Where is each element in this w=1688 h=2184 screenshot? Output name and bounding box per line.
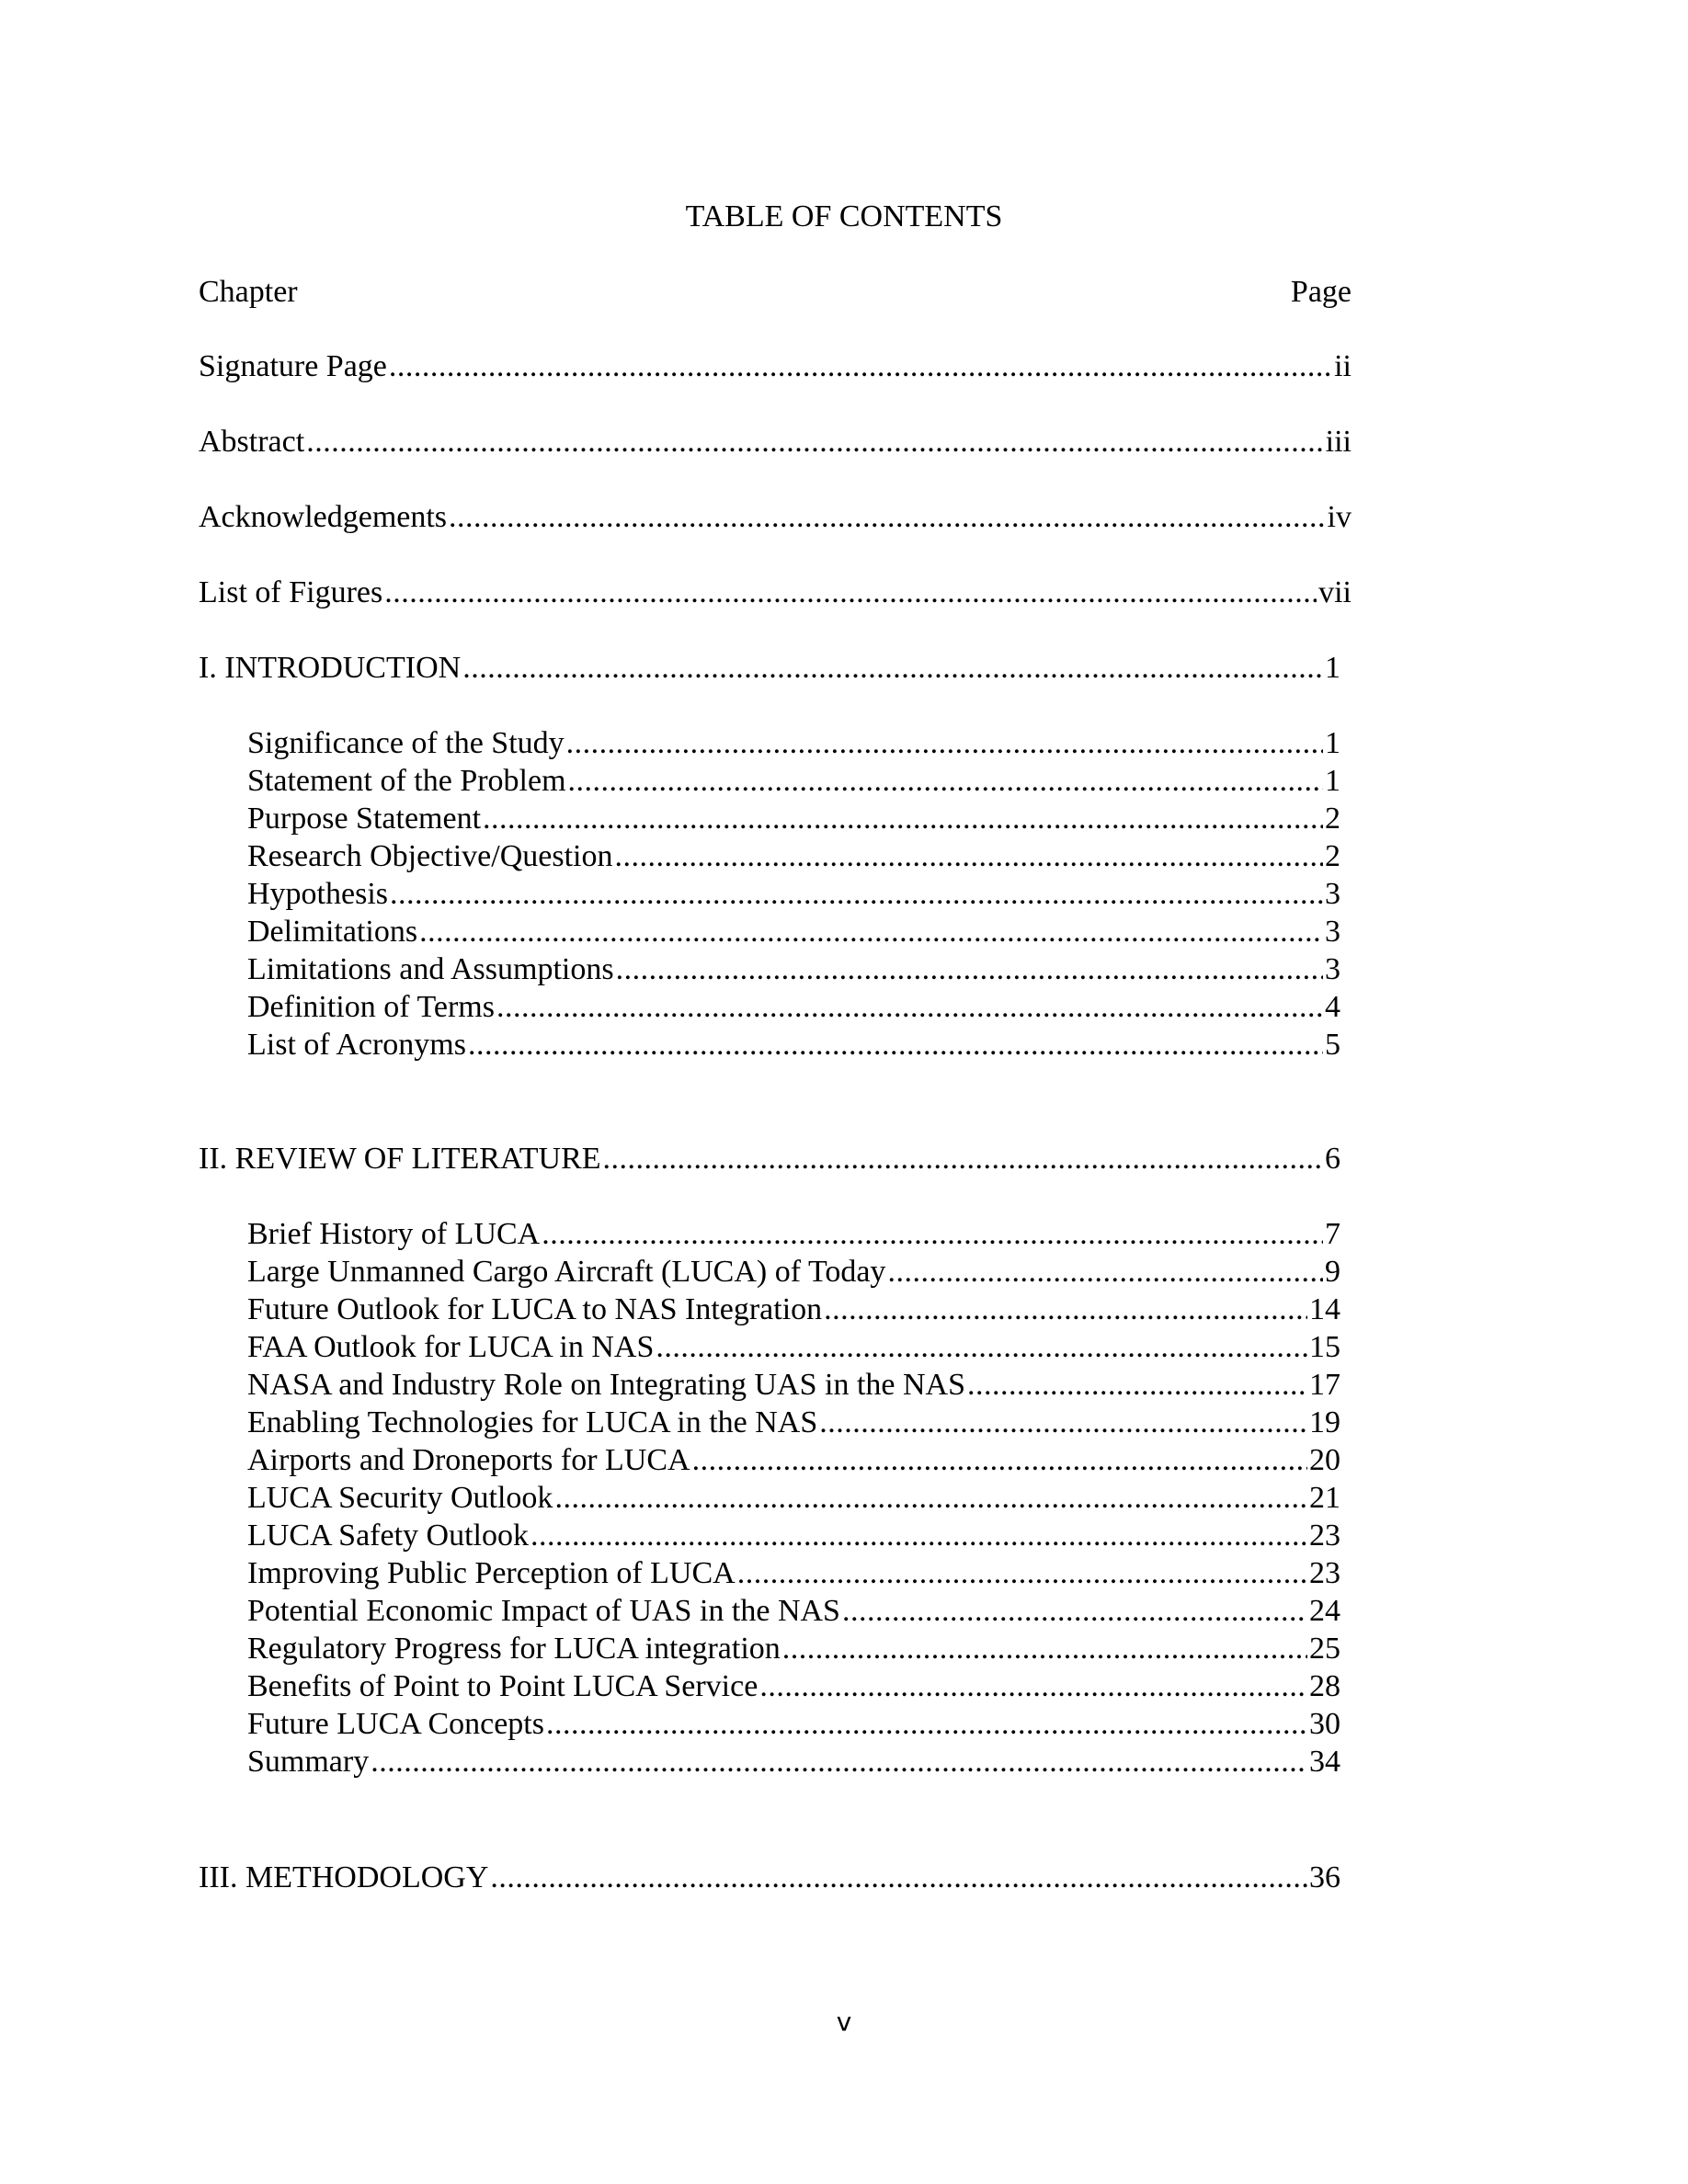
toc-section-label: Future Outlook for LUCA to NAS Integration: [247, 1292, 823, 1326]
toc-section[interactable]: [247, 1667, 1340, 1705]
toc-section-page: 21: [1309, 1481, 1340, 1515]
toc-entry-page: vii: [1318, 575, 1352, 609]
toc-section-label: Summary: [247, 1745, 370, 1779]
toc-entry-signature-page[interactable]: [199, 347, 1352, 385]
toc-section-page: 30: [1309, 1707, 1340, 1741]
toc-chapter-label: II. REVIEW OF LITERATURE: [199, 1142, 601, 1176]
toc-entry-list-of-figures[interactable]: [199, 574, 1352, 611]
toc-section-label: NASA and Industry Role on Integrating UAS in the NAS: [247, 1368, 966, 1402]
toc-section[interactable]: [247, 1291, 1340, 1328]
page-column-header: Page: [1290, 275, 1352, 309]
toc-section-label: LUCA Security Outlook: [247, 1481, 553, 1515]
toc-section[interactable]: [247, 762, 1340, 800]
toc-section-label: Delimitations: [247, 915, 418, 949]
toc-leader: [306, 423, 1323, 461]
toc-section[interactable]: [247, 1554, 1340, 1592]
toc-chapter-review-of-literature[interactable]: [199, 1140, 1340, 1177]
toc-section-label: List of Acronyms: [247, 1028, 466, 1062]
toc-leader: [656, 1328, 1307, 1366]
toc-section-label: Potential Economic Impact of UAS in the NAS: [247, 1594, 840, 1628]
toc-leader: [390, 875, 1323, 913]
toc-leader: [566, 724, 1323, 762]
toc-leader: [759, 1667, 1307, 1705]
toc-section[interactable]: [247, 800, 1340, 837]
toc-leader: [842, 1592, 1307, 1630]
toc-section-page: 2: [1325, 839, 1340, 873]
toc-section-page: 25: [1309, 1632, 1340, 1666]
toc-entry-label: Acknowledgements: [199, 500, 448, 534]
toc-section[interactable]: [247, 1517, 1340, 1554]
toc-section-label: Future LUCA Concepts: [247, 1707, 544, 1741]
toc-leader: [603, 1140, 1323, 1177]
toc-section-page: 23: [1309, 1519, 1340, 1553]
toc-leader: [568, 762, 1323, 800]
toc-section[interactable]: [247, 1215, 1340, 1253]
toc-section-label: Research Objective/Question: [247, 839, 613, 873]
toc-section-page: 9: [1325, 1255, 1340, 1289]
toc-section[interactable]: [247, 1630, 1340, 1667]
toc-leader: [384, 574, 1317, 611]
toc-chapter-label: III. METHODOLOGY: [199, 1860, 489, 1894]
toc-entry-label: Abstract: [199, 425, 305, 459]
toc-section[interactable]: [247, 1026, 1340, 1064]
toc-section-label: Regulatory Progress for LUCA integration: [247, 1632, 781, 1666]
toc-leader: [614, 837, 1323, 875]
toc-section-label: Definition of Terms: [247, 990, 495, 1024]
toc-section-label: Limitations and Assumptions: [247, 952, 614, 986]
toc-section[interactable]: [247, 724, 1340, 762]
toc-leader: [462, 649, 1323, 687]
toc-leader: [554, 1479, 1307, 1517]
toc-leader: [782, 1630, 1307, 1667]
footer-page-number: v: [836, 2007, 852, 2037]
toc-section[interactable]: [247, 1705, 1340, 1743]
chapter-column-header: Chapter: [199, 275, 298, 309]
toc-section[interactable]: [247, 1743, 1340, 1780]
toc-section-page: 1: [1325, 764, 1340, 798]
toc-section-label: Improving Public Perception of LUCA: [247, 1556, 736, 1590]
toc-section-page: 3: [1325, 877, 1340, 911]
toc-leader: [887, 1253, 1323, 1291]
toc-section-label: Significance of the Study: [247, 726, 565, 760]
toc-leader: [496, 988, 1323, 1026]
toc-chapter-page: 1: [1325, 651, 1340, 685]
page-title: TABLE OF CONTENTS: [685, 199, 1003, 233]
toc-section-label: Benefits of Point to Point LUCA Service: [247, 1669, 758, 1703]
toc-leader: [389, 347, 1332, 385]
toc-section[interactable]: [247, 1441, 1340, 1479]
toc-section-page: 23: [1309, 1556, 1340, 1590]
toc-section-page: 14: [1309, 1292, 1340, 1326]
toc-chapter-page: 6: [1325, 1142, 1340, 1176]
toc-section-page: 19: [1309, 1405, 1340, 1439]
toc-section-page: 7: [1325, 1217, 1340, 1251]
toc-section-label: Hypothesis: [247, 877, 388, 911]
toc-chapter-label: I. INTRODUCTION: [199, 651, 462, 685]
toc-section[interactable]: [247, 1479, 1340, 1517]
toc-section[interactable]: [247, 1253, 1340, 1291]
toc-entry-page: iv: [1327, 500, 1352, 534]
toc-section[interactable]: [247, 988, 1340, 1026]
toc-entry-page: iii: [1325, 425, 1352, 459]
toc-leader: [530, 1517, 1307, 1554]
toc-section[interactable]: [247, 837, 1340, 875]
toc-leader: [616, 950, 1323, 988]
toc-section-label: Large Unmanned Cargo Aircraft (LUCA) of Today: [247, 1255, 886, 1289]
toc-section-label: Enabling Technologies for LUCA in the NAS: [247, 1405, 818, 1439]
toc-chapter-page: 36: [1309, 1860, 1340, 1894]
toc-section[interactable]: [247, 1366, 1340, 1404]
toc-leader: [542, 1215, 1323, 1253]
toc-entry-abstract[interactable]: [199, 423, 1352, 461]
toc-entry-label: Signature Page: [199, 349, 387, 383]
toc-chapter-methodology[interactable]: [199, 1859, 1340, 1896]
toc-leader: [546, 1705, 1307, 1743]
toc-section-page: 15: [1309, 1330, 1340, 1364]
toc-section[interactable]: [247, 1328, 1340, 1366]
toc-section[interactable]: [247, 913, 1340, 950]
toc-section-label: Purpose Statement: [247, 802, 482, 836]
toc-section-page: 3: [1325, 915, 1340, 949]
toc-section[interactable]: [247, 875, 1340, 913]
toc-leader: [824, 1291, 1307, 1328]
toc-chapter-introduction[interactable]: [199, 649, 1340, 687]
toc-leader: [449, 498, 1326, 536]
toc-leader: [819, 1404, 1307, 1441]
toc-section-label: Brief History of LUCA: [247, 1217, 541, 1251]
toc-leader: [692, 1441, 1307, 1479]
toc-section-page: 17: [1309, 1368, 1340, 1402]
toc-section-label: FAA Outlook for LUCA in NAS: [247, 1330, 655, 1364]
toc-leader: [419, 913, 1323, 950]
toc-leader: [468, 1026, 1323, 1064]
toc-section-label: LUCA Safety Outlook: [247, 1519, 529, 1553]
toc-entry-page: ii: [1334, 349, 1352, 383]
toc-section-page: 5: [1325, 1028, 1340, 1062]
toc-section-page: 24: [1309, 1594, 1340, 1628]
toc-section-label: Statement of the Problem: [247, 764, 566, 798]
toc-section-page: 20: [1309, 1443, 1340, 1477]
toc-leader: [967, 1366, 1307, 1404]
toc-section-page: 4: [1325, 990, 1340, 1024]
toc-leader: [490, 1859, 1307, 1896]
toc-section-page: 1: [1325, 726, 1340, 760]
toc-section-page: 34: [1309, 1745, 1340, 1779]
toc-section-page: 2: [1325, 802, 1340, 836]
toc-section-page: 3: [1325, 952, 1340, 986]
toc-leader: [483, 800, 1323, 837]
toc-section[interactable]: [247, 1404, 1340, 1441]
toc-leader: [737, 1554, 1307, 1592]
toc-section[interactable]: [247, 1592, 1340, 1630]
toc-entry-acknowledgements[interactable]: [199, 498, 1352, 536]
toc-leader: [371, 1743, 1307, 1780]
toc-section[interactable]: [247, 950, 1340, 988]
toc-section-page: 28: [1309, 1669, 1340, 1703]
toc-entry-label: List of Figures: [199, 575, 383, 609]
toc-section-label: Airports and Droneports for LUCA: [247, 1443, 690, 1477]
